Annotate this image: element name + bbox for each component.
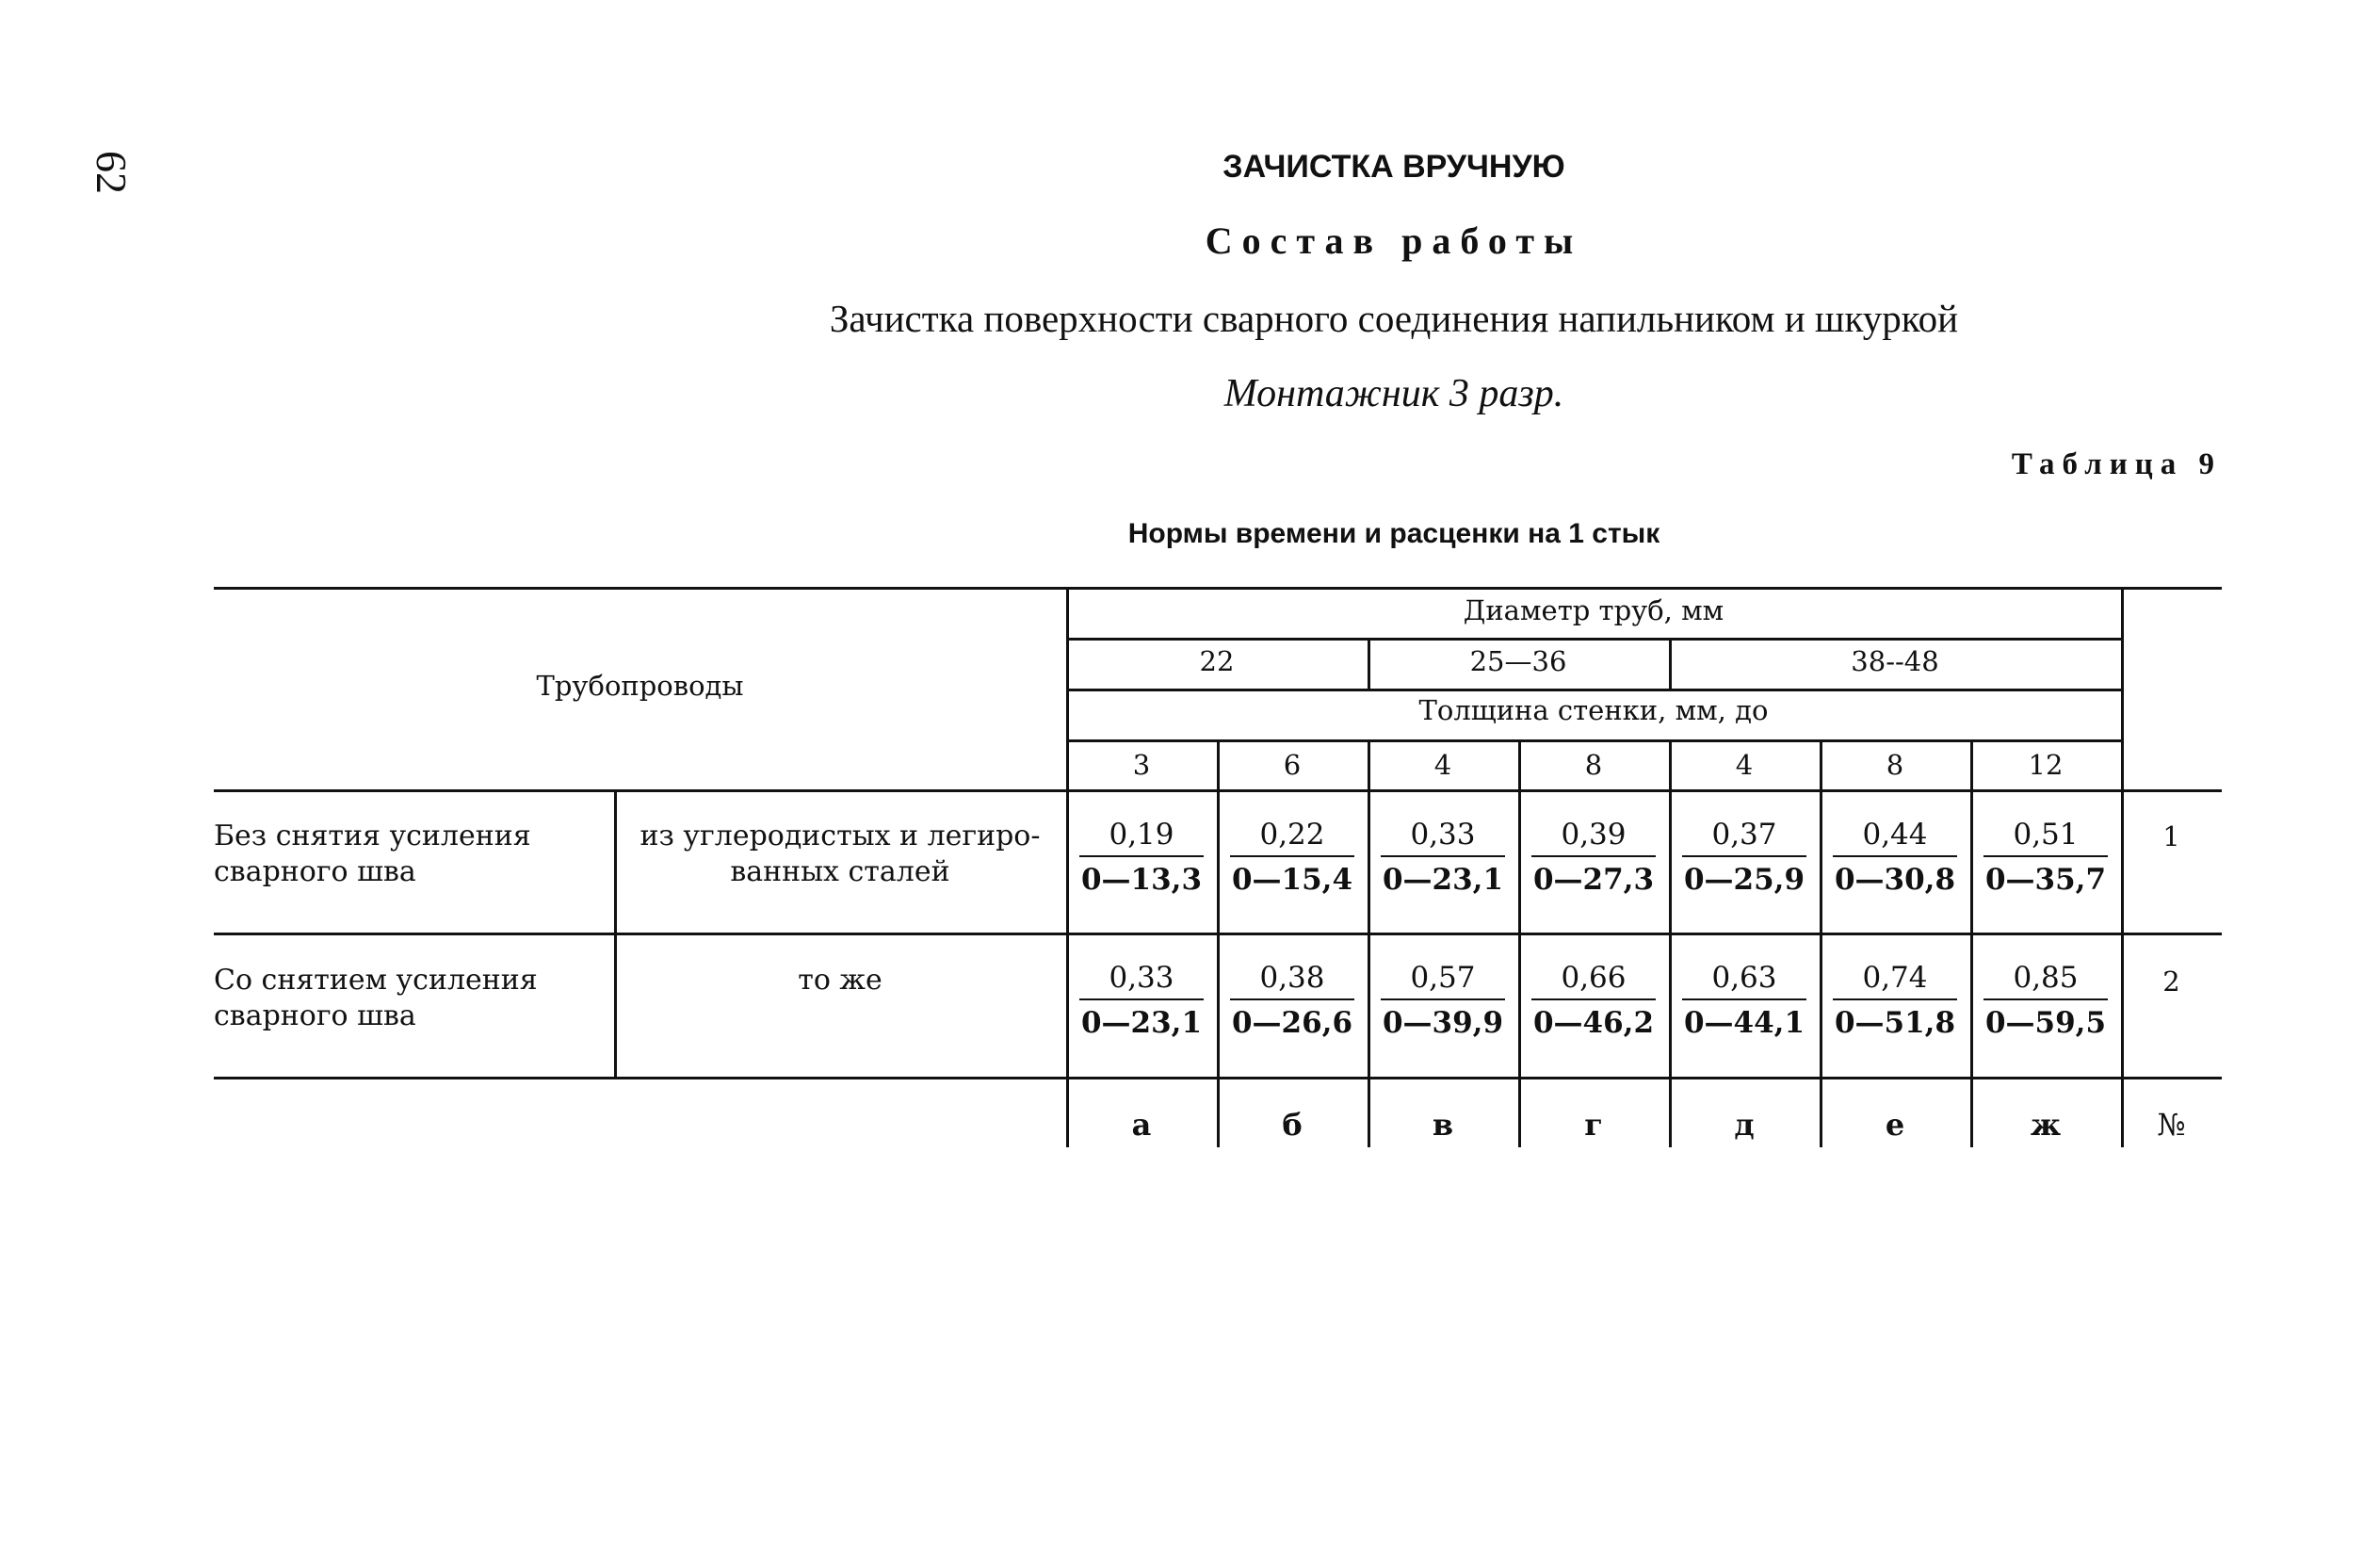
wall-rule — [1066, 739, 2121, 742]
row-2-name: Со снятием усиления сварного шва — [214, 964, 538, 1032]
price-rate: 0—51,8 — [1834, 1006, 1956, 1040]
diameter-group: 22 — [1199, 645, 1235, 677]
fraction-line — [1079, 998, 1204, 1000]
fraction-line — [1983, 855, 2108, 857]
column-sep-6 — [1970, 739, 1973, 1147]
time-norm: 0,44 — [1862, 818, 1928, 852]
table-caption: Нормы времени и расценки на 1 стык — [1127, 518, 1660, 549]
fraction-line — [1381, 855, 1505, 857]
fraction-line — [1983, 998, 2108, 1000]
row-1-number: 1 — [2162, 820, 2180, 852]
norms-table — [214, 587, 2222, 1152]
price-rate: 0—23,1 — [1382, 863, 1504, 897]
price-rate: 0—27,3 — [1532, 863, 1655, 897]
time-norm: 0,19 — [1109, 818, 1174, 852]
header-pipelines: Трубопроводы — [536, 670, 744, 702]
time-norm: 0,74 — [1862, 961, 1928, 995]
number-sign: № — [2157, 1107, 2186, 1143]
time-norm: 0,33 — [1410, 818, 1476, 852]
column-sep-2 — [1368, 739, 1370, 1147]
section-title: ЗАЧИСТКА ВРУЧНУЮ — [1222, 149, 1565, 185]
wall-thickness: 8 — [1886, 749, 1904, 781]
time-norm: 0,22 — [1259, 818, 1325, 852]
time-norm: 0,38 — [1259, 961, 1325, 995]
price-rate: 0—59,5 — [1984, 1006, 2107, 1040]
table-label: Таблица 9 — [2011, 447, 2222, 481]
time-norm: 0,51 — [2013, 818, 2079, 852]
wall-thickness: 4 — [1735, 749, 1754, 781]
name-material-rule — [614, 789, 617, 1077]
worker-grade: Монтажник 3 разр. — [1223, 372, 1564, 415]
diameter-rule — [1066, 638, 2121, 641]
fraction-line — [1381, 998, 1505, 1000]
price-rate: 0—39,9 — [1382, 1006, 1504, 1040]
time-norm: 0,85 — [2013, 961, 2079, 995]
diameter-group: 38--48 — [1851, 645, 1939, 677]
row-2-number: 2 — [2162, 966, 2180, 998]
column-letter: д — [1734, 1107, 1755, 1143]
fraction-line — [1531, 855, 1656, 857]
fraction-line — [1833, 855, 1957, 857]
fraction-line — [1079, 855, 1204, 857]
time-norm: 0,33 — [1109, 961, 1174, 995]
time-norm: 0,39 — [1561, 818, 1627, 852]
fraction-line — [1230, 855, 1354, 857]
column-sep-4 — [1669, 739, 1672, 1147]
column-sep-1 — [1217, 739, 1220, 1147]
price-rate: 0—13,3 — [1080, 863, 1203, 897]
wall-thickness: 8 — [1584, 749, 1603, 781]
wall-thickness: 6 — [1283, 749, 1302, 781]
fraction-line — [1531, 998, 1656, 1000]
group-rule — [1066, 689, 2121, 691]
column-letter: а — [1131, 1107, 1152, 1143]
price-rate: 0—35,7 — [1984, 863, 2107, 897]
wall-thickness: 12 — [2028, 749, 2064, 781]
data-right-rule — [2121, 587, 2124, 1147]
fraction-line — [1833, 998, 1957, 1000]
time-norm: 0,57 — [1410, 961, 1476, 995]
time-norm: 0,66 — [1561, 961, 1627, 995]
price-rate: 0—25,9 — [1683, 863, 1805, 897]
table-top-rule — [214, 587, 2222, 590]
diameter-group: 25—36 — [1469, 645, 1567, 677]
price-rate: 0—46,2 — [1532, 1006, 1655, 1040]
column-sep-5 — [1820, 739, 1822, 1147]
page-number: 62 — [88, 151, 136, 194]
price-rate: 0—15,4 — [1231, 863, 1353, 897]
column-sep-3 — [1518, 739, 1521, 1147]
time-norm: 0,37 — [1711, 818, 1777, 852]
wall-thickness: 3 — [1132, 749, 1151, 781]
price-rate: 0—30,8 — [1834, 863, 1956, 897]
column-letter: г — [1584, 1107, 1603, 1143]
column-letter: ж — [2030, 1107, 2062, 1143]
column-letter: б — [1282, 1107, 1303, 1143]
header-wall-thickness: Толщина стенки, мм, до — [1418, 694, 1769, 726]
price-rate: 0—26,6 — [1231, 1006, 1353, 1040]
price-rate: 0—44,1 — [1683, 1006, 1805, 1040]
fraction-line — [1682, 998, 1806, 1000]
header-diameter: Диаметр труб, мм — [1463, 594, 1724, 626]
row-1-name: Без снятия усиления сварного шва — [214, 820, 531, 888]
work-description: Зачистка поверхности сварного соединения напильником и шкуркой — [829, 297, 1959, 340]
work-composition-title: Состав работы — [1205, 219, 1583, 262]
time-norm: 0,63 — [1711, 961, 1777, 995]
row-2-material: то же — [798, 964, 882, 997]
column-letter: е — [1885, 1107, 1905, 1143]
row-1-material: из углеродистых и легиро-ванных сталей — [640, 820, 1041, 888]
price-rate: 0—23,1 — [1080, 1006, 1203, 1040]
column-letter: в — [1432, 1107, 1454, 1143]
fraction-line — [1682, 855, 1806, 857]
wall-thickness: 4 — [1433, 749, 1452, 781]
fraction-line — [1230, 998, 1354, 1000]
